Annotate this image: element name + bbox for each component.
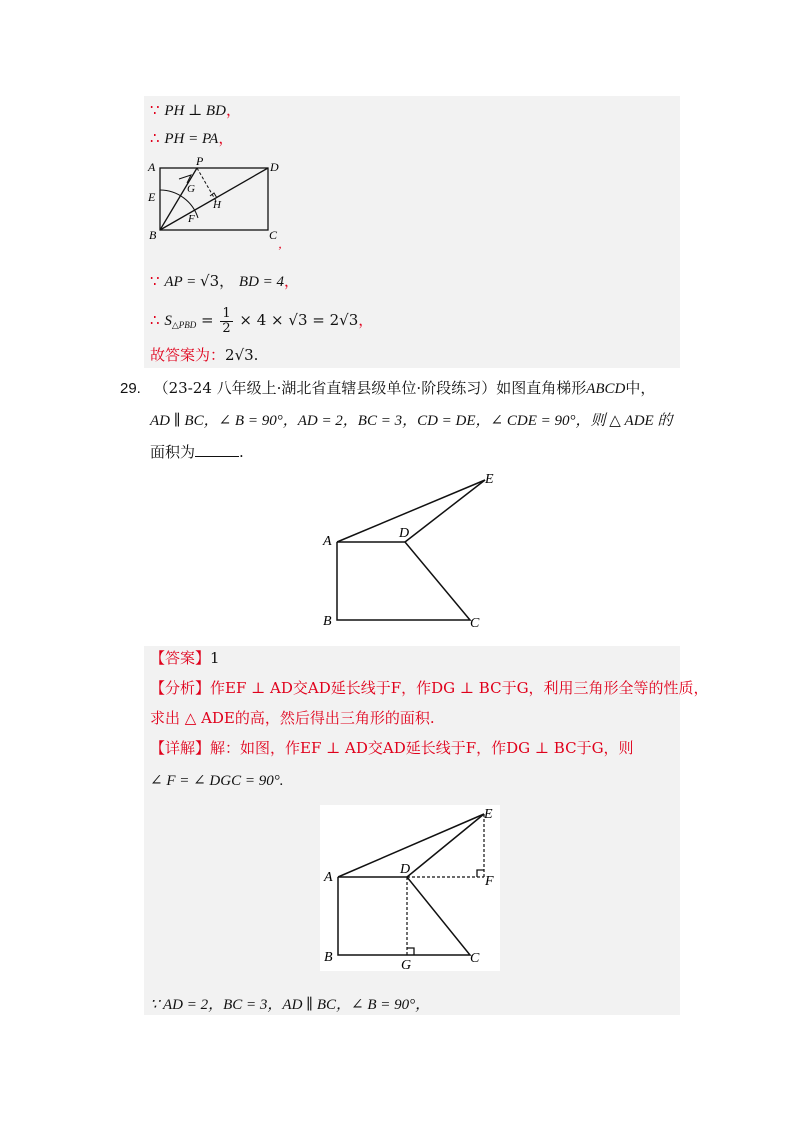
label-b: B — [323, 614, 332, 629]
label-a: A — [324, 870, 333, 885]
label-c: C — [470, 616, 480, 631]
label-f: F — [188, 213, 195, 225]
detail-line-2: ∠ F = ∠ DGC = 90°. — [150, 773, 284, 789]
fig1-trailing-comma: ， — [278, 237, 291, 250]
line-final-answer: 故答案为：2√3. — [150, 346, 259, 364]
detail-line-1: 【详解】解：如图，作EF ⊥ AD交AD延长线于F，作DG ⊥ BC于G，则 — [150, 739, 634, 757]
label-p: P — [196, 155, 204, 168]
line-equal: ∴ PH = PA， — [150, 129, 234, 147]
line-ap-bd: ∵ AP = √3， BD = 4， — [150, 272, 300, 290]
label-h: H — [213, 199, 221, 211]
radical: √ — [200, 272, 210, 290]
label-e: E — [148, 190, 156, 204]
right-angle-f — [477, 870, 484, 877]
line-area: ∴ $S_{\triangle PBD}$ = $\frac{1}{2}$ × 4 × √3 = 2√3， — [150, 305, 374, 336]
label-d: D — [399, 526, 410, 541]
label-c: C — [269, 228, 278, 242]
segment-de — [405, 480, 485, 542]
label-d: D — [270, 160, 279, 174]
fraction-half: $\frac{1}{2}$ — [222, 305, 231, 336]
label-e: E — [484, 807, 493, 822]
line-perpendicular: ∵ PH ⊥ BD， — [150, 101, 241, 119]
label-d: D — [400, 862, 411, 877]
analysis-line-1: 【分析】作EF ⊥ AD交AD延长线于F，作DG ⊥ BC于G，利用三角形全等的性质， — [150, 679, 709, 697]
final-line: ∵ AD = 2，BC = 3，AD ∥ BC，∠ B = 90°， — [150, 997, 431, 1013]
label-c: C — [470, 951, 480, 966]
question-line-2: AD ∥ BC，∠ B = 90°，AD = 2，BC = 3，CD = DE，∠ CDE = 90°，则 △ ADE 的 — [150, 413, 673, 429]
analysis-line-2: 求出 △ ADE的高，然后得出三角形的面积. — [150, 709, 435, 727]
figure-rectangle-abcd — [146, 155, 296, 250]
segment-de — [407, 814, 484, 877]
segment-ph — [197, 168, 216, 201]
label-g: G — [187, 183, 195, 195]
question-line-3: 面积为 . — [150, 443, 244, 461]
label-g: G — [401, 958, 412, 971]
answer-blank — [195, 442, 239, 457]
segment-ae — [337, 480, 485, 542]
question-number: 29. — [120, 380, 141, 397]
figure-trapezoid-construction — [320, 805, 500, 971]
trapezoid-abcd — [338, 877, 470, 955]
label-f: F — [485, 874, 494, 889]
question-line-1: 29. （23-24 八年级上·湖北省直辖县级单位·阶段练习）如图直角梯形ABCD中， — [120, 379, 656, 397]
label-e: E — [485, 472, 494, 487]
label-a: A — [148, 160, 156, 174]
segment-ae — [338, 814, 484, 877]
answer-line: 【答案】1 — [150, 649, 220, 667]
right-angle-g — [407, 948, 414, 955]
label-b: B — [149, 228, 157, 242]
figure-trapezoid — [315, 465, 515, 635]
trapezoid-abcd — [337, 542, 470, 620]
label-a: A — [323, 534, 332, 549]
label-b: B — [324, 950, 333, 965]
